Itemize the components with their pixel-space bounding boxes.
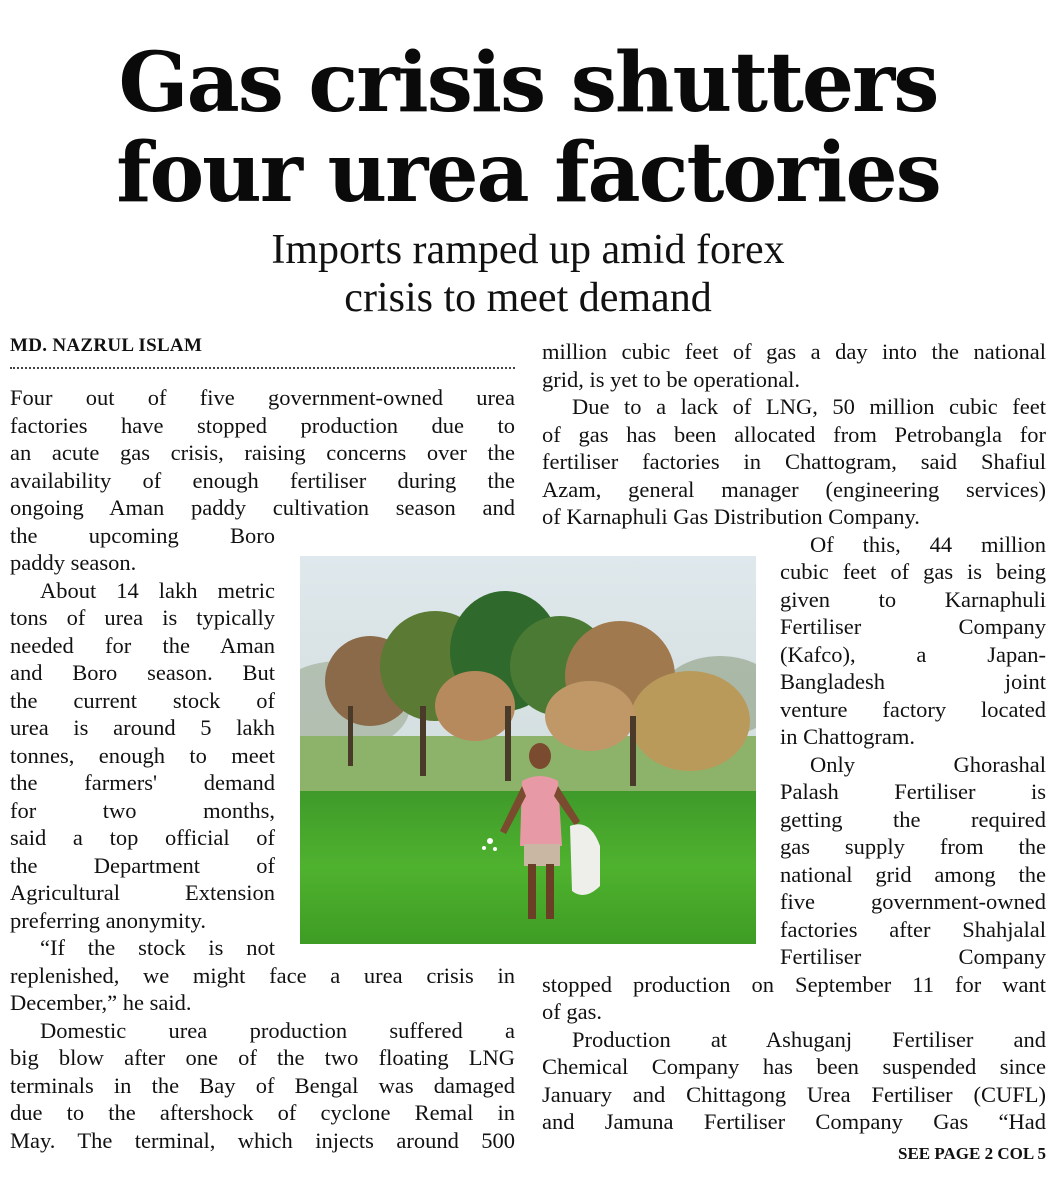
col1-line: the farmers' demand <box>10 770 275 795</box>
col2-line: five government-owned <box>780 889 1046 914</box>
col2-line: Production at Ashuganj Fertiliser and <box>572 1026 1046 1052</box>
col1-line: May. The terminal, which injects around 500 <box>10 1127 515 1153</box>
col2-line: (Kafco), a Japan- <box>780 641 1046 667</box>
col2-line: getting the required <box>780 806 1046 832</box>
col1-line: and Boro season. But <box>10 660 275 685</box>
col1-line: availability of enough fertiliser during the <box>10 467 515 493</box>
headline <box>0 35 1056 221</box>
col2-line: Due to a lack of LNG, 50 million cubic feet <box>572 394 1046 419</box>
col1-line: the Department of <box>10 852 275 878</box>
col2-line: January and Chittagong Urea Fertiliser (CUFL) <box>542 1081 1046 1107</box>
col2-line: stopped production on September 11 for want <box>542 971 1046 997</box>
col2-line: grid, is yet to be operational. <box>542 366 801 392</box>
col1-line: replenished, we might face a urea crisis in <box>10 962 515 988</box>
subheadline <box>0 226 1056 322</box>
byline: MD. NAZRUL ISLAM <box>10 335 203 356</box>
col2-line: of gas. <box>542 999 602 1024</box>
col1-line: paddy season. <box>10 550 137 575</box>
col2-line: of gas has been allocated from Petrobangla for <box>542 421 1046 447</box>
col1-line: December,” he said. <box>10 990 192 1015</box>
col2-line: Of this, 44 million <box>810 531 1046 557</box>
col2-line: Palash Fertiliser is <box>780 779 1046 804</box>
col1-line: tonnes, enough to meet <box>10 742 275 768</box>
col2-line: given to Karnaphuli <box>780 586 1046 612</box>
col2-line: national grid among the <box>780 861 1046 887</box>
col2-line: Bangladesh joint <box>780 669 1046 694</box>
col1-line: preferring anonymity. <box>10 907 206 933</box>
col2-line: Only Ghorashal <box>810 751 1046 777</box>
col1-line: an acute gas crisis, raising concerns over the <box>10 440 515 465</box>
col2-line: venture factory located <box>780 696 1046 722</box>
col1-line: due to the aftershock of cyclone Remal in <box>10 1100 515 1125</box>
col2-line: Fertiliser Company <box>780 944 1046 969</box>
col1-line: urea is around 5 lakh <box>10 715 275 740</box>
subheadline-line-2: crisis to meet demand <box>344 275 712 321</box>
col2-line: million cubic feet of gas a day into the national <box>542 339 1046 364</box>
subheadline-line-1: Imports ramped up amid forex <box>271 227 785 273</box>
col1-line: said a top official of <box>10 825 275 850</box>
farmer-field-photo-icon <box>300 556 756 944</box>
col2-line: and Jamuna Fertiliser Company Gas “Had <box>542 1109 1046 1134</box>
col2-line: cubic feet of gas is being <box>780 559 1046 584</box>
col1-line: tons of urea is typically <box>10 605 275 630</box>
col1-line: the current stock of <box>10 687 275 713</box>
continuation-note: SEE PAGE 2 COL 5 <box>898 1144 1046 1163</box>
col1-line: the upcoming Boro <box>10 522 275 548</box>
col2-line: in Chattogram. <box>780 724 915 749</box>
col1-line: Domestic urea production suffered a <box>40 1017 515 1043</box>
col1-line: Agricultural Extension <box>10 880 275 905</box>
col2-line: of Karnaphuli Gas Distribution Company. <box>542 504 920 529</box>
headline-line-1: Gas crisis shutters <box>118 35 938 131</box>
byline-divider <box>10 367 515 369</box>
col1-line: needed for the Aman <box>10 632 275 658</box>
col1-line: About 14 lakh metric <box>40 577 275 603</box>
col2-line: gas supply from the <box>780 834 1046 859</box>
col2-line: Azam, general manager (engineering services) <box>542 476 1046 502</box>
col1-line: big blow after one of the two floating LNG <box>10 1045 515 1070</box>
col1-line: terminals in the Bay of Bengal was damaged <box>10 1072 515 1098</box>
col2-line: Chemical Company has been suspended since <box>542 1054 1046 1079</box>
col1-line: ongoing Aman paddy cultivation season and <box>10 495 515 520</box>
col2-line: fertiliser factories in Chattogram, said Shafiul <box>542 449 1046 474</box>
col1-line: Four out of five government-owned urea <box>10 385 515 410</box>
col1-line: for two months, <box>10 797 275 823</box>
col1-line: factories have stopped production due to <box>10 412 515 438</box>
article-photo <box>300 556 756 944</box>
col1-line: “If the stock is not <box>40 935 275 960</box>
col2-line: factories after Shahjalal <box>780 916 1046 942</box>
col2-line: Fertiliser Company <box>780 614 1046 639</box>
headline-line-2: four urea factories <box>116 125 940 221</box>
